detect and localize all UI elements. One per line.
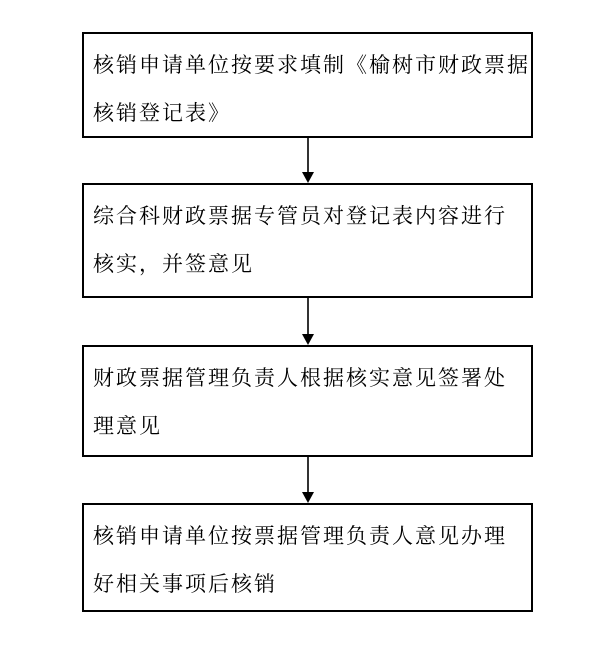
flow-step-1-line-2: 核销登记表》 bbox=[93, 102, 231, 125]
flow-step-2-line-2: 核实，并签意见 bbox=[93, 253, 254, 276]
flow-step-3 bbox=[82, 345, 533, 457]
flow-step-4-line-1: 核销申请单位按票据管理负责人意见办理 bbox=[93, 525, 507, 548]
flow-step-2-line-1: 综合科财政票据专管员对登记表内容进行 bbox=[93, 205, 507, 228]
flow-step-3-line-1: 财政票据管理负责人根据核实意见签署处 bbox=[93, 367, 507, 390]
flowchart bbox=[82, 32, 533, 612]
flow-step-1 bbox=[82, 32, 533, 138]
arrow-down-icon bbox=[82, 298, 533, 345]
arrow-head bbox=[302, 492, 314, 503]
arrow-down-icon bbox=[82, 138, 533, 183]
flow-step-2 bbox=[82, 183, 533, 298]
arrow-shaft bbox=[307, 457, 309, 492]
arrow-head bbox=[302, 334, 314, 345]
arrow-shaft bbox=[307, 298, 309, 334]
arrow-head bbox=[302, 172, 314, 183]
flow-step-1-line-1: 核销申请单位按要求填制《榆树市财政票据 bbox=[93, 54, 530, 77]
flow-step-4 bbox=[82, 503, 533, 612]
flow-step-4-line-2: 好相关事项后核销 bbox=[93, 573, 277, 596]
flow-step-3-line-2: 理意见 bbox=[93, 415, 162, 438]
arrow-down-icon bbox=[82, 457, 533, 503]
arrow-shaft bbox=[307, 138, 309, 172]
